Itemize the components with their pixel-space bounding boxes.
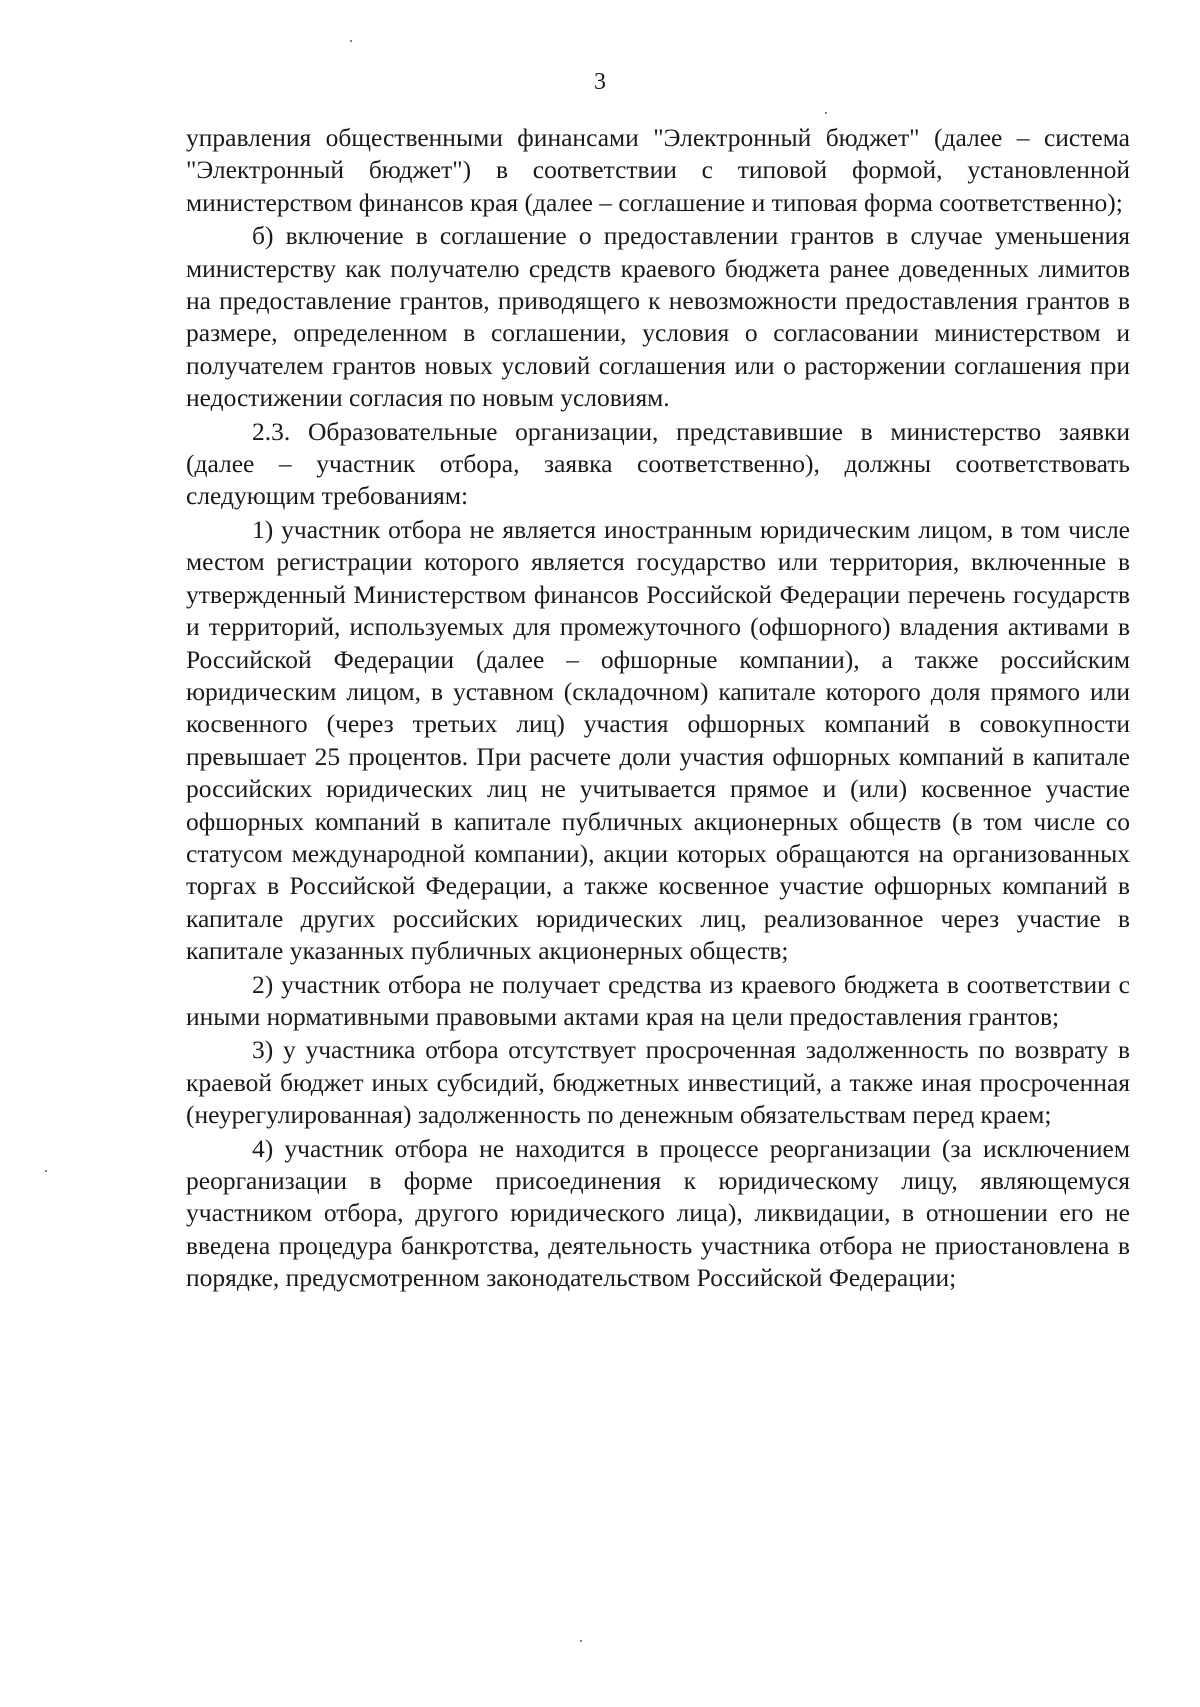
paragraph-continuation: управления общественными финансами "Электронный бюджет" (далее – система "Электронный бюджет") в соответствии с типовой формой, установленной министерством финансов края (далее – соглашение и типовая форма соответственно); — [186, 123, 1130, 217]
document-body — [186, 122, 1130, 1296]
scan-speck — [45, 1170, 47, 1172]
scan-speck — [350, 40, 352, 42]
paragraph-section-2-3: 2.3. Образовательные организации, представившие в министерство заявки (далее – участник отбора, заявка соответственно), должны соответствовать следующим требованиям: — [186, 416, 1130, 511]
paragraph-requirement-4: 4) участник отбора не находится в процессе реорганизации (за исключением реорганизации в форме присоединения к юридическому лицу, являющемуся участником отбора, другого юридического лица), ликвидации, в отношении его не введена процедура банкротства, деятельность участника отбора не приостановлена в порядке, предусмотренном законодательством Российской Федерации; — [186, 1133, 1130, 1293]
paragraph-item-b: б) включение в соглашение о предоставлении грантов в случае уменьшения министерству как получателю средств краевого бюджета ранее доведенных лимитов на предоставление грантов, приводящего к невозможности предоставления грантов в размере, определенном в соглашении, условия о согласовании министерством и получателем грантов новых условий соглашения или о расторжении соглашения при недостижении согласия по новым условиям. — [186, 221, 1130, 413]
paragraph-requirement-3: 3) у участника отбора отсутствует просроченная задолженность по возврату в краевой бюджет иных субсидий, бюджетных инвестиций, а также иная просроченная (неурегулированная) задолженность по денежным обязательствам перед краем; — [186, 1035, 1130, 1130]
paragraph-requirement-1: 1) участник отбора не является иностранным юридическим лицом, в том числе местом регистрации которого является государство или территория, включенные в утвержденный Министерством финансов Российской Федерации перечень государств и территорий, используемых для промежуточного (офшорного) владения активами в Российской Федерации (далее – офшорные компании), а также российским юридическим лицом, в уставном (складочном) капитале которого доля прямого или косвенного (через третьих лиц) участия офшорных компаний в совокупности превышает 25 процентов. При расчете доли участия офшорных компаний в капитале российских юридических лиц не учитывается прямое и (или) косвенное участие офшорных компаний в капитале публичных акционерных обществ (в том числе со статусом международной компании), акции которых обращаются на организованных торгах в Российской Федерации, а также косвенное участие офшорных компаний в капитале других российских юридических лиц, реализованное через участие в капитале указанных публичных акционерных обществ; — [186, 514, 1130, 966]
paragraph-requirement-2: 2) участник отбора не получает средства из краевого бюджета в соответствии с иными нормативными правовыми актами края на цели предоставления грантов; — [186, 969, 1130, 1031]
scan-speck — [580, 1640, 582, 1642]
scan-speck — [825, 112, 827, 114]
page-number: 3 — [594, 69, 606, 95]
